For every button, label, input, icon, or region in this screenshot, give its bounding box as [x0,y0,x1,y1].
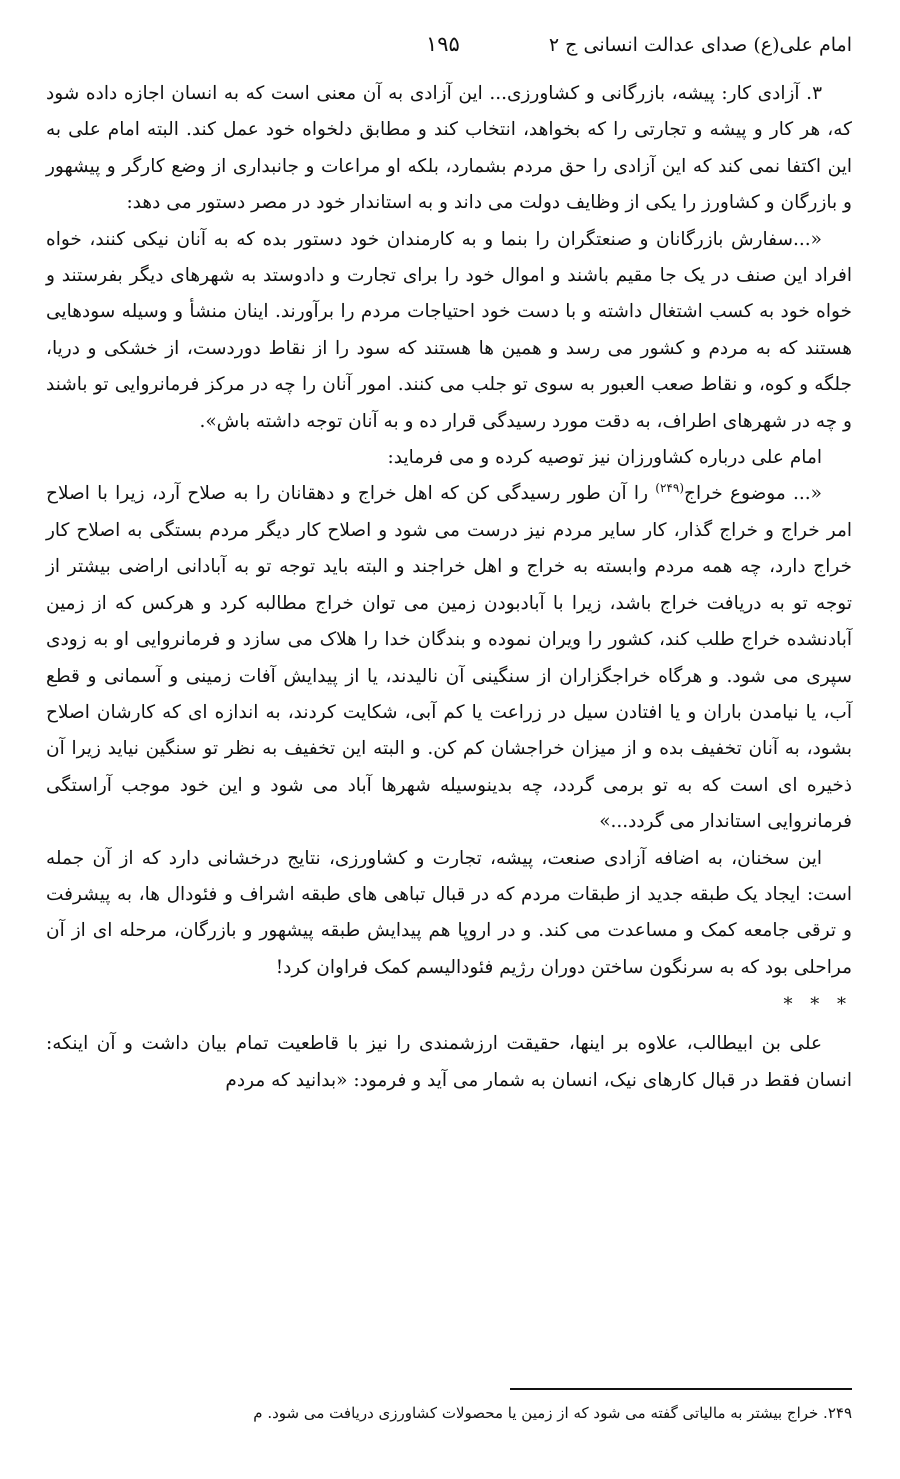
quote-kharaj-rest: را آن طور رسیدگی کن که اهل خراج و دهقانان را به صلاح آرد، زیرا با اصلاح امر خراج و خراج گذار، کار سایر مردم نیز درست می شود و اصلاح کار دیگر مردم بستگی به اصلاح کار خراج دارد، چه همه مردم وابسته به خراج و اهل خراجند و البته باید توجه تو به آبادانی اراضی بیشتر از توجه تو به دریافت خراج باشد، زیرا با آبادبودن زمین می توان خراج مطالبه کرد و هرکس که از زمین آبادنشده خراج طلب کند، کشور را ویران نموده و بندگان خدا را هلاک می سازد و فرمانروایی او به زودی سپری می شود. و هرگاه خراجگزاران از سنگینی آن نالیدند، یا از پیدایش آفات زمینی و آسمانی و قطع آب، یا نیامدن باران و یا افتادن سیل در زراعت یا کم آبی، شکایت کردند، به اندازه ای که کارشان اصلاح بشود، به آنان تخفیف بده و از میزان خراجشان کم کن. و البته این تخفیف به نظر تو سنگین نیاید زیرا آن ذخیره ای است که به تو برمی گردد، چه بدینوسیله شهرها آباد می شود و این خود موجب آراستگی فرمانروایی استاندار می گردد...» [46,483,852,833]
section-separator: * * * [783,994,852,1016]
quote-kharaj-start: «... موضوع خراج [684,483,822,505]
paragraph-results: این سخنان، به اضافه آزادی صنعت، پیشه، تجارت و کشاورزی، نتایج درخشانی دارد که از آن جمله است: ایجاد یک طبقه جدید از طبقات مردم که در قبال تباهی های طبقه اشراف و فئودال ها، به پیشرفت و ترقی جامعه کمک و مساعدت می کند. و در اروپا هم پیدایش طبقه پیشهور و بازرگان، مرحله ای از آن مراحلی بود که به سرنگون ساختن دوران رژیم فئودالیسم کمک فراوان کرد! [46,847,852,978]
paragraph-farmers-intro: امام علی درباره کشاورزان نیز توصیه کرده و می فرماید: [387,447,822,469]
page-number: ۱۹۵ [426,32,460,56]
quote-kharaj [46,476,852,840]
body-text [46,76,852,1099]
book-page [46,30,852,1460]
footnote-divider [510,1388,852,1390]
footnote-reference[interactable]: (۲۴۹) [655,481,684,496]
header-title: امام علی(ع) صدای عدالت انسانی ج ۲ [548,34,852,56]
quote-merchants-craftsmen: «...سفارش بازرگانان و صنعتگران را بنما و به کارمندان خود دستور بده که به آنان نیکی کنند، خواه افراد این صنف در یک جا مقیم باشند و اموال خود را برای تجارت و دادوستد به شهرهای دیگر بفرستند و خواه خود به کسب اشتغال داشته و با دست خود احتیاجات مردم را برآورند. اینان منشأ و وسیله سودهایی هستند که به مردم و کشور می رسد و همین ها هستند که سود را از نقاط دوردست، از خشکی و دریا، جلگه و کوه، و نقاط صعب العبور به سوی تو جلب می کنند. امور آنان را چه در مرکز فرمانروایی تو باشند و چه در شهرهای اطراف، به دقت مورد رسیدگی قرار ده و به آنان توجه داشته باش». [46,228,852,432]
running-header [46,30,852,66]
footnote-249: ۲۴۹. خراج بیشتر به مالیاتی گفته می شود که از زمین یا محصولات کشاورزی دریافت می شود. م [253,1404,852,1422]
paragraph-human-value: علی بن ابیطالب، علاوه بر اینها، حقیقت ارزشمندی را نیز با قاطعیت تمام بیان داشت و آن اینکه: انسان فقط در قبال کارهای نیک، انسان به شمار می آید و فرمود: «بدانید که مردم [46,1033,852,1091]
paragraph-freedom-of-work: ۳. آزادی کار: پیشه، بازرگانی و کشاورزی... این آزادی به آن معنی است که به انسان اجازه داده شود که، هر کار و پیشه و تجارتی را که بخواهد، انتخاب کند و مطابق دلخواه خود عمل کند. البته امام علی به این اکتفا نمی کند که این آزادی را حق مردم بشمارد، بلکه او مراعات و جانبداری از وضع کارگر و پیشهور و بازرگان و کشاورز را یکی از وظایف دولت می داند و به استاندار خود در مصر دستور می دهد: [46,83,852,214]
